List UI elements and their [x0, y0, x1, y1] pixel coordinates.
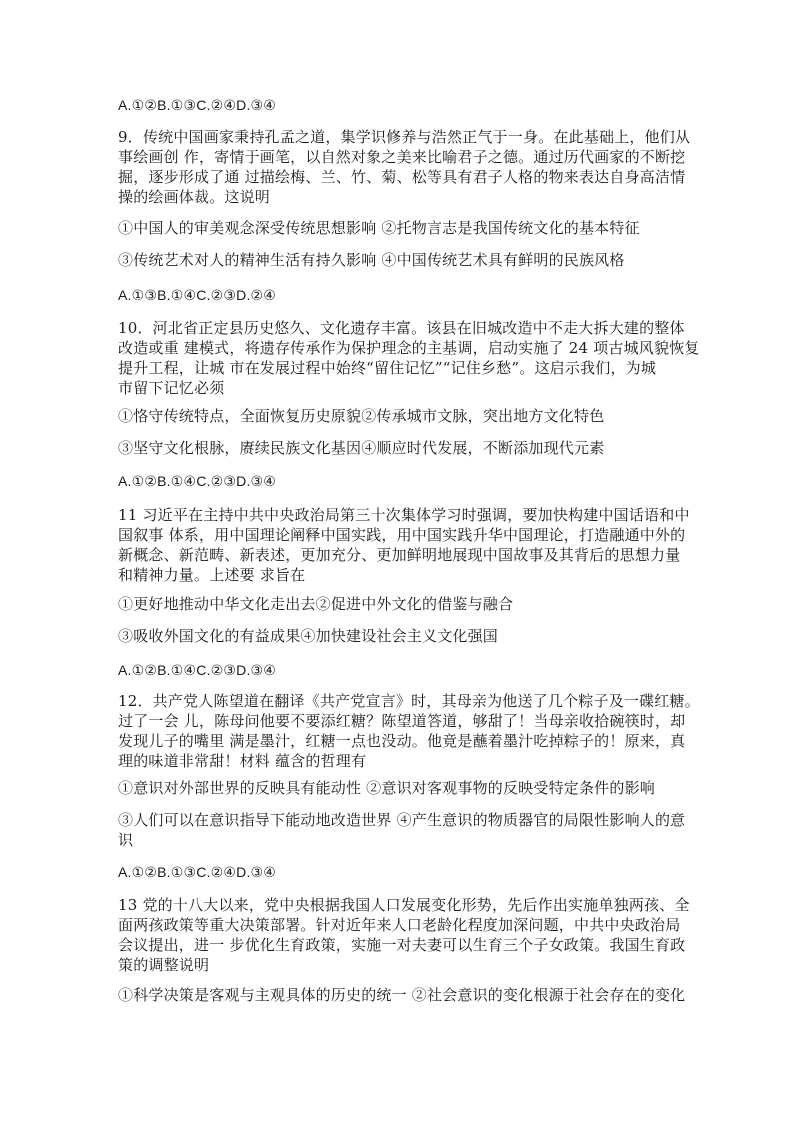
- question-12-line: 发现儿子的嘴里 满是墨汁，红糖一点也没动。他竟是蘸着墨汁吃掉粽子的！原来，真: [118, 732, 686, 750]
- question-12-line: 理的味道非常甜！材料 蕴含的哲理有: [118, 752, 367, 770]
- question-11-stem: [118, 505, 688, 585]
- question-13-line: 13 党的十八大以来，党中央根据我国人口发展变化形势，先后作出实施单独两孩、全: [118, 896, 690, 914]
- question-12-stem: [118, 691, 700, 771]
- question-13-line: 面两孩政策等重大决策部署。针对近年来人口老龄化程度加深问题，中共中央政治局: [118, 916, 681, 934]
- question-11-options-2: ③吸收外国文化的有益成果④加快建设社会主义文化强国: [118, 627, 499, 645]
- previous-answer-options: A.①②B.①③C.②④D.③④: [118, 97, 277, 113]
- question-12-line: 过了一会 儿，陈母问他要不要添红糖？陈望道答道，够甜了！当母亲收拾碗筷时，却: [118, 712, 686, 730]
- question-11-line: 11 习近平在主持中共中央政治局第三十次集体学习时强调，要加快构建中国话语和中: [118, 506, 690, 524]
- question-13-line: 会议提出，进一 步优化生育政策，实施一对夫妻可以生育三个子女政策。我国生育政: [118, 936, 686, 954]
- question-10-line: 改造或重 建模式，将遗存传承作为保护理念的主基调，启动实施了 24 项古城风貌恢复: [118, 339, 700, 357]
- question-11-line: 和精神力量。上述要 求旨在: [118, 566, 306, 584]
- question-10-line: 市留下记忆必须: [118, 379, 225, 397]
- question-9-options-2: ③传统艺术对人的精神生活有持久影响 ④中国传统艺术具有鲜明的民族风格: [118, 251, 625, 269]
- question-10-options-1: ①恪守传统特点，全面恢复历史原貌②传承城市文脉，突出地方文化特色: [118, 407, 605, 425]
- question-10-answer-options: A.①②B.①④C.②③D.③④: [118, 473, 277, 489]
- question-12-options-2: ③人们可以在意识指导下能动地改造世界 ④产生意识的物质器官的局限性影响人的意: [118, 811, 686, 829]
- question-9-line: 掘，逐步形成了通 过描绘梅、兰、竹、菊、松等具有君子人格的物来表达自身高洁情: [118, 168, 686, 186]
- question-9-options-1: ①中国人的审美观念深受传统思想影响 ②托物言志是我国传统文化的基本特征: [118, 219, 640, 237]
- question-13-line: 策的调整说明: [118, 956, 210, 974]
- question-10-options-2: ③坚守文化根脉，赓续民族文化基因④顺应时代发展，不断添加现代元素: [118, 439, 605, 457]
- question-11-answer-options: A.①②B.①④C.②③D.③④: [118, 662, 277, 678]
- question-10-line: 提升工程，让城 市在发展过程中始终“留住记忆”“记住乡愁”。这启示我们，为城: [118, 359, 657, 377]
- question-11-line: 新概念、新范畴、新表述，更加充分、更加鲜明地展现中国故事及其背后的思想力量: [118, 546, 681, 564]
- question-9-answer-options: A.①③B.①④C.②③D.②④: [118, 287, 277, 303]
- question-12-options-1: ①意识对外部世界的反映具有能动性 ②意识对客观事物的反映受特定条件的影响: [118, 779, 655, 797]
- question-10-stem: [118, 318, 700, 398]
- question-13-stem: [118, 895, 688, 975]
- question-9-stem: [118, 127, 691, 207]
- question-12-answer-options: A.①②B.①③C.②④D.③④: [118, 864, 277, 880]
- question-13-options-1: ①科学决策是客观与主观具体的历史的统一 ②社会意识的变化根源于社会存在的变化: [118, 986, 686, 1004]
- question-10-line: 10．河北省正定县历史悠久、文化遗存丰富。该县在旧城改造中不走大拆大建的整体: [118, 319, 685, 337]
- question-9-line: 事绘画创 作，寄情于画笔，以自然对象之美来比喻君子之德。通过历代画家的不断挖: [118, 148, 686, 166]
- question-9-line: 操的绘画体裁。这说明: [118, 188, 271, 206]
- question-11-line: 国叙事 体系，用中国理论阐释中国实践，用中国实践升华中国理论，打造融通中外的: [118, 526, 686, 544]
- question-12-line: 12．共产党人陈望道在翻译《共产党宣言》时，其母亲为他送了几个粽子及一碟红糖。: [118, 692, 700, 710]
- question-12-options-2-continued: 识: [118, 831, 134, 849]
- question-9-line: 9．传统中国画家秉持孔孟之道，集学识修养与浩然正气于一身。在此基础上，他们从: [118, 128, 691, 146]
- question-11-options-1: ①更好地推动中华文化走出去②促进中外文化的借鉴与融合: [118, 595, 514, 613]
